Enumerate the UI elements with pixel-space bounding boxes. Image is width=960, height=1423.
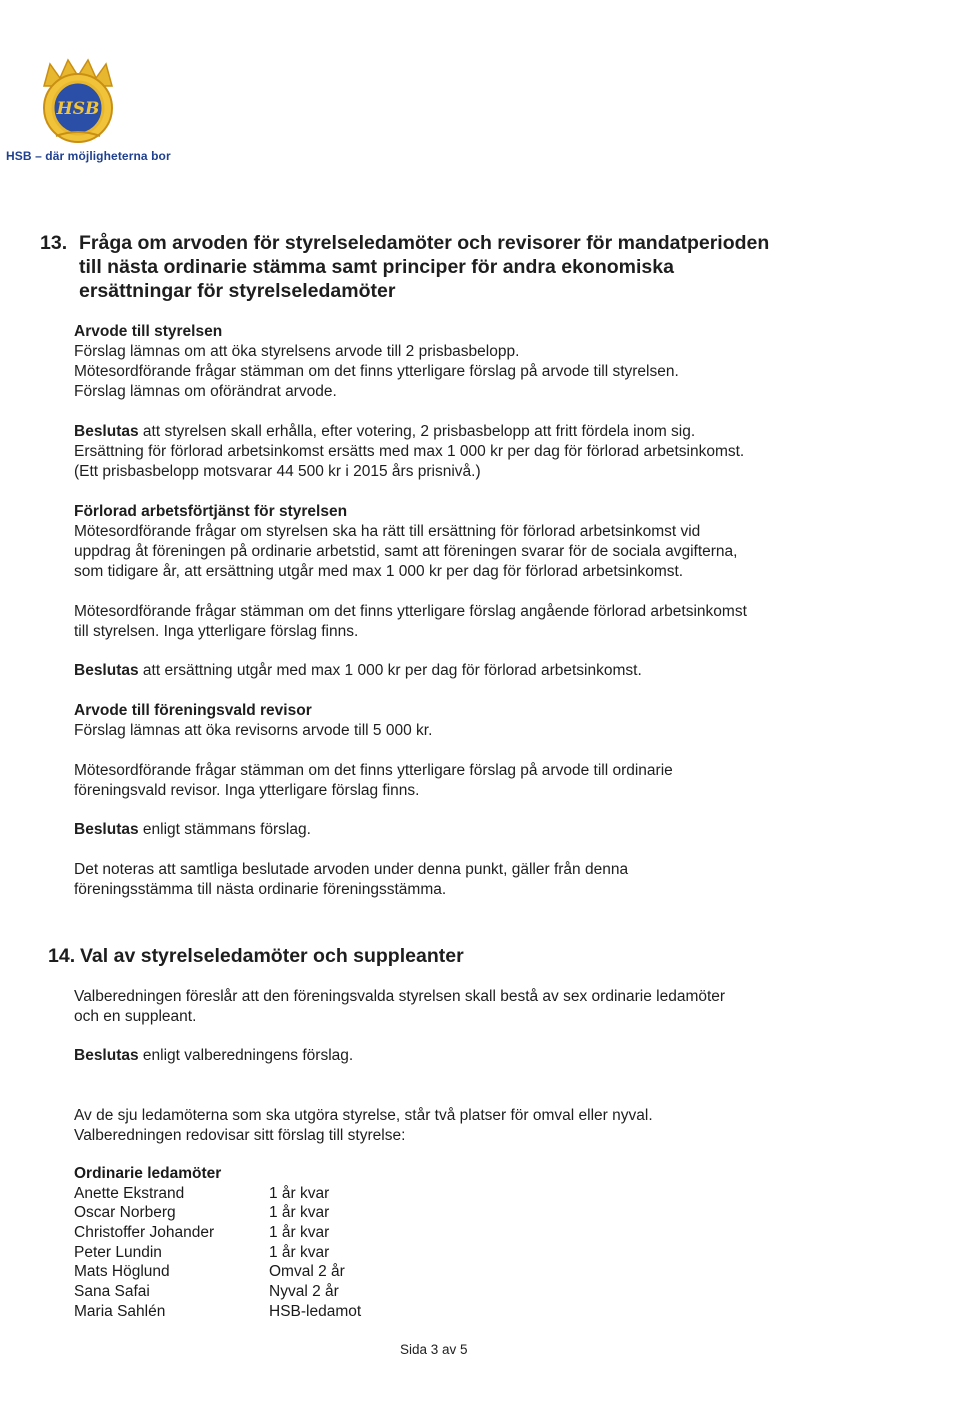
text-line: Mötesordförande frågar stämman om det finns ytterligare förslag på arvode till styrelsen. xyxy=(74,363,679,380)
beslut-text: att ersättning utgår med max 1 000 kr per dag för förlorad arbetsinkomst. xyxy=(138,662,642,679)
section-number: 13. xyxy=(40,232,68,254)
subheading: Arvode till styrelsen xyxy=(74,323,223,340)
text-line: Mötesordförande frågar stämman om det finns ytterligare förslag på arvode till ordinarie xyxy=(74,762,673,779)
member-status: Nyval 2 år xyxy=(269,1283,339,1301)
list-item xyxy=(74,1262,345,1282)
section14-p2 xyxy=(74,1106,653,1146)
text-line: Det noteras att samtliga beslutade arvoden under denna punkt, gäller från denna xyxy=(74,861,629,878)
valberedning-block xyxy=(74,987,725,1027)
section-title: Val av styrelseledamöter och suppleanter xyxy=(80,945,464,967)
text-line: och en suppleant. xyxy=(74,1008,197,1025)
list-item xyxy=(74,1184,330,1204)
member-name: Christoffer Johander xyxy=(74,1224,215,1242)
member-name: Sana Safai xyxy=(74,1283,150,1301)
member-name: Mats Höglund xyxy=(74,1263,170,1281)
title-line: till nästa ordinarie stämma samt principer för andra ekonomiska xyxy=(79,256,674,278)
list-item xyxy=(74,1243,330,1263)
member-status: 1 år kvar xyxy=(269,1204,330,1222)
member-name: Anette Ekstrand xyxy=(74,1184,185,1202)
member-status: HSB-ledamot xyxy=(269,1302,362,1320)
title-line: Fråga om arvoden för styrelseledamöter och revisorer för mandatperioden xyxy=(79,232,770,254)
arvode-styrelsen-block xyxy=(74,322,679,402)
text-line: som tidigare år, att ersättning utgår med max 1 000 kr per dag för förlorad arbetsinkomst. xyxy=(74,563,684,580)
beslut-label: Beslutas xyxy=(74,821,139,838)
member-name: Peter Lundin xyxy=(74,1243,162,1261)
title-line: ersättningar för styrelseledamöter xyxy=(79,280,396,302)
tagline: HSB – där möjligheterna bor xyxy=(6,149,171,163)
list-item xyxy=(74,1223,330,1243)
list-item xyxy=(74,1282,339,1302)
member-name: Oscar Norberg xyxy=(74,1204,176,1222)
members-heading: Ordinarie ledamöter xyxy=(74,1165,222,1182)
text-line: Förslag lämnas om oförändrat arvode. xyxy=(74,383,337,400)
revisor-block xyxy=(74,701,432,741)
forlorad-p2 xyxy=(74,602,747,642)
text-line: föreningsstämma till nästa ordinarie föreningsstämma. xyxy=(74,881,447,898)
noteras-block xyxy=(74,860,628,900)
forlorad-block xyxy=(74,502,737,582)
arvode-styrelsen-beslut xyxy=(74,422,744,482)
revisor-p2 xyxy=(74,761,673,801)
member-status: 1 år kvar xyxy=(269,1243,330,1261)
text-line: Valberedningen redovisar sitt förslag till styrelse: xyxy=(74,1127,406,1144)
member-status: Omval 2 år xyxy=(269,1263,345,1281)
member-status: 1 år kvar xyxy=(269,1224,330,1242)
text-line: Mötesordförande frågar om styrelsen ska ha rätt till ersättning för förlorad arbetsinkomst vid xyxy=(74,523,701,540)
text-line: föreningsvald revisor. Inga ytterligare förslag finns. xyxy=(74,782,420,799)
member-status: 1 år kvar xyxy=(269,1184,330,1202)
subheading: Arvode till föreningsvald revisor xyxy=(74,702,312,719)
list-item xyxy=(74,1302,362,1322)
subheading: Förlorad arbetsförtjänst för styrelsen xyxy=(74,503,348,520)
list-item xyxy=(74,1203,330,1223)
beslut-label: Beslutas xyxy=(74,662,139,679)
revisor-beslut xyxy=(74,820,311,840)
text-line: Förslag lämnas att öka revisorns arvode till 5 000 kr. xyxy=(74,722,433,739)
members-list xyxy=(74,1164,362,1322)
svg-text:HSB: HSB xyxy=(56,99,100,119)
hsb-logo xyxy=(30,56,126,146)
text-line: (Ett prisbasbelopp motsvarar 44 500 kr i 2015 års prisnivå.) xyxy=(74,463,481,480)
section14-beslut xyxy=(74,1046,353,1066)
text-line: Förslag lämnas om att öka styrelsens arvode till 2 prisbasbelopp. xyxy=(74,343,520,360)
beslut-text: enligt stämmans förslag. xyxy=(138,821,311,838)
text-line: Valberedningen föreslår att den föreningsvalda styrelsen skall bestå av sex ordinarie ledamöter xyxy=(74,988,726,1005)
text-line: Ersättning för förlorad arbetsinkomst ersätts med max 1 000 kr per dag för förlorad arbetsinkomst. xyxy=(74,443,745,460)
beslut-label: Beslutas xyxy=(74,423,139,440)
member-name: Maria Sahlén xyxy=(74,1302,166,1320)
beslut-label: Beslutas xyxy=(74,1047,139,1064)
text-line: uppdrag åt föreningen på ordinarie arbetstid, samt att föreningen svarar för de sociala avgifterna, xyxy=(74,543,738,560)
beslut-text: enligt valberedningens förslag. xyxy=(138,1047,354,1064)
text-line: till styrelsen. Inga ytterligare förslag finns. xyxy=(74,623,359,640)
text-line: Mötesordförande frågar stämman om det finns ytterligare förslag angående förlorad arbetsinkomst xyxy=(74,603,747,620)
page-number: Sida 3 av 5 xyxy=(400,1342,468,1357)
forlorad-beslut xyxy=(74,661,642,681)
section-number: 14. xyxy=(48,945,76,967)
beslut-text: att styrelsen skall erhålla, efter votering, 2 prisbasbelopp att fritt fördela inom sig. xyxy=(138,423,696,440)
text-line: Av de sju ledamöterna som ska utgöra styrelse, står två platser för omval eller nyval. xyxy=(74,1107,653,1124)
